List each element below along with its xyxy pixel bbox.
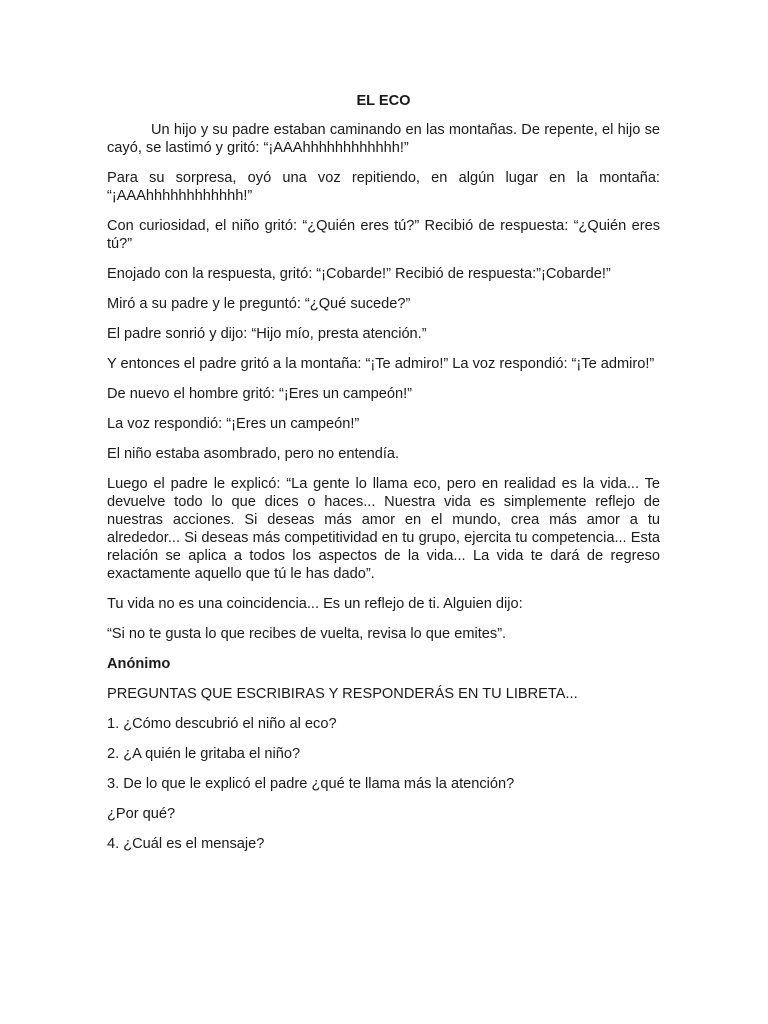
question-item: 2. ¿A quién le gritaba el niño? <box>107 746 301 762</box>
paragraph: Y entonces el padre gritó a la montaña: “¡Te admiro!” La voz respondió: “¡Te admiro!” <box>107 356 655 372</box>
paragraph: El padre sonrió y dijo: “Hijo mío, presta atención.” <box>107 326 427 342</box>
paragraph: Miró a su padre y le preguntó: “¿Qué sucede?” <box>107 296 411 312</box>
question-item: 1. ¿Cómo descubrió el niño al eco? <box>107 716 337 732</box>
paragraph: Tu vida no es una coincidencia... Es un reflejo de ti. Alguien dijo: <box>107 596 523 612</box>
paragraph: “Si no te gusta lo que recibes de vuelta, revisa lo que emites”. <box>107 626 507 642</box>
question-item: 3. De lo que le explicó el padre ¿qué te llama más la atención? <box>107 776 515 792</box>
paragraph: Enojado con la respuesta, gritó: “¡Cobarde!” Recibió de respuesta:”¡Cobarde!” <box>107 266 611 282</box>
questions-heading: PREGUNTAS QUE ESCRIBIRAS Y RESPONDERÁS EN TU LIBRETA... <box>107 686 578 702</box>
paragraph: La voz respondió: “¡Eres un campeón!” <box>107 416 360 432</box>
document-body <box>107 92 660 865</box>
paragraph: El niño estaba asombrado, pero no entendía. <box>107 446 400 462</box>
paragraph: Con curiosidad, el niño gritó: “¿Quién eres tú?” Recibió de respuesta: “¿Quién eres tú?” <box>107 218 660 252</box>
paragraph: Luego el padre le explicó: “La gente lo llama eco, pero en realidad es la vida... Te devuelve todo lo que dices o haces... Nuestra vida es simplemente reflejo de nuestras acciones. Si deseas más amor en el mundo, crea más amor a tu alrededor... Si deseas más competitividad en tu grupo, ejercita tu competencia... Esta relación se aplica a todos los aspectos de la vida... La vida te dará de regreso exactamente aquello que tú le has dado”. <box>107 476 660 582</box>
question-item: ¿Por qué? <box>107 806 176 822</box>
paragraph: Para su sorpresa, oyó una voz repitiendo, en algún lugar en la montaña: “¡AAAhhhhhhhhhhhh!” <box>107 170 660 204</box>
author-signature: Anónimo <box>107 656 171 672</box>
paragraph: De nuevo el hombre gritó: “¡Eres un campeón!” <box>107 386 412 402</box>
document-title: EL ECO <box>356 93 411 109</box>
paragraph: Un hijo y su padre estaban caminando en las montañas. De repente, el hijo se cayó, se lastimó y gritó: “¡AAAhhhhhhhhhhhh!” <box>107 122 660 156</box>
question-item: 4. ¿Cuál es el mensaje? <box>107 836 265 852</box>
